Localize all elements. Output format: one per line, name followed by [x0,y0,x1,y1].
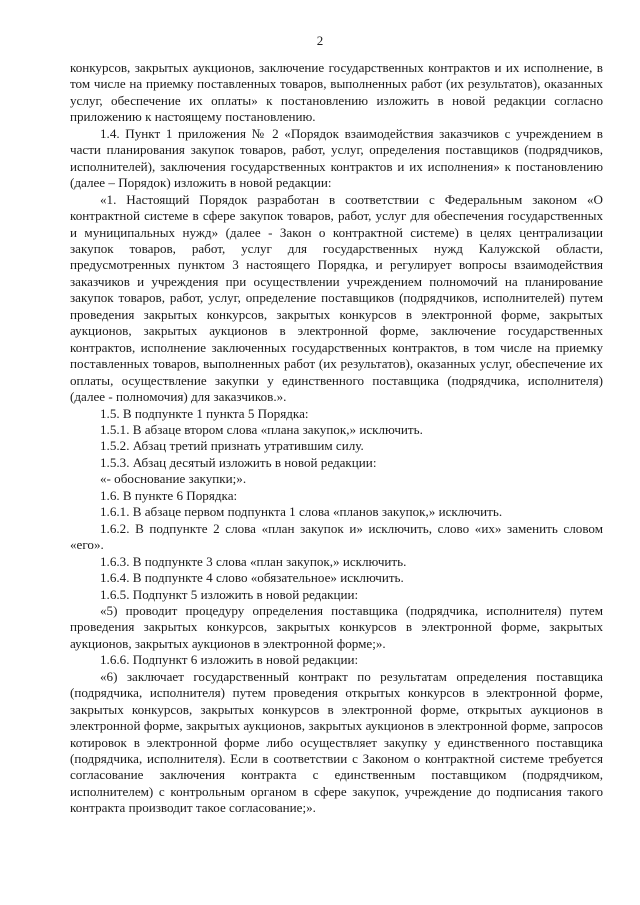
paragraph: 1.5.1. В абзаце втором слова «плана закупок,» исключить. [100,421,423,437]
paragraph: 1.5.3. Абзац десятый изложить в новой редакции: [100,454,377,470]
paragraph: «5) проводит процедуру определения поставщика (подрядчика, исполнителя) путем проведения закрытых конкурсов, закрытых конкурсов в электронной форме, закрытых аукционов, закрытых аукционов в электронной форме;». [70,602,603,651]
paragraph: конкурсов, закрытых аукционов, заключение государственных контрактов и их исполнение, в том числе на приемку поставленных товаров, выполненных работ (их результатов), оказанных услуг, обеспечение их оплаты» к постановлению изложить в новой редакции согласно приложению к настоящему постановлению. [70,60,603,125]
paragraph: 1.5.2. Абзац третий признать утратившим силу. [100,438,364,454]
paragraph: «- обоснование закупки;». [100,471,247,487]
paragraph: 1.6.6. Подпункт 6 изложить в новой редакции: [100,652,359,668]
paragraph: 1.4. Пункт 1 приложения № 2 «Порядок взаимодействия заказчиков с учреждением в части планирования закупок товаров, работ, услуг, определения поставщиков (подрядчиков, исполнителей), заключения государственных контрактов и их исполнения» к постановлению (далее – Порядок) изложить в новой редакции: [70,125,603,191]
paragraph: «1. Настоящий Порядок разработан в соответствии с Федеральным законом «О контрактной системе в сфере закупок товаров, работ, услуг для обеспечения государственных и муниципальных нужд» (далее - Закон о контрактной системе) в целях централизации закупок товаров, работ, услуг для государственных нужд Калужской области, предусмотренных пунктом 3 настоящего Порядка, и регулирует вопросы взаимодействия заказчиков и учреждения при осуществлении учреждением полномочий на планирование закупок товаров, работ, услуг, определение поставщиков (подрядчиков, исполнителей) путем проведения закрытых конкурсов, закрытых конкурсов в электронной форме, закрытых аукционов, закрытых аукционов в электронной форме, заключение государственных контрактов, исполнение заключенных государственных контрактов, в том числе на приемку поставленных товаров, выполненных работ (их результатов), оказанных услуг, обеспечение их оплаты, осуществление закупки у единственного поставщика (подрядчика, исполнителя) (далее - полномочия) для заказчиков.». [70,191,603,405]
paragraph: 1.6.5. Подпункт 5 изложить в новой редакции: [100,586,359,602]
paragraph: 1.6.1. В абзаце первом подпункта 1 слова «планов закупок,» исключить. [100,504,503,520]
paragraph: 1.6.2. В подпункте 2 слова «план закупок и» исключить, слово «их» заменить словом «его». [70,520,603,553]
paragraph: «6) заключает государственный контракт по результатам определения поставщика (подрядчика, исполнителя) путем проведения открытых конкурсов в электронной форме, закрытых конкурсов, закрытых конкурсов в электронной форме, открытых аукционов в электронной форме, закрытых аукционов, закрытых аукционов в электронной форме, запросов котировок в электронной форме либо осуществляет закупку у единственного поставщика (подрядчика, исполнителя). Если в соответствии с Законом о контрактной системе требуется согласование заключения контракта с единственным поставщиком (подрядчиком, исполнителем) с контрольным органом в сфере закупок, учреждение до подписания такого контракта производит такое согласование;». [70,668,603,816]
paragraph: 1.6.4. В подпункте 4 слово «обязательное» исключить. [100,570,404,586]
document-body [70,60,603,817]
paragraph: 1.5. В подпункте 1 пункта 5 Порядка: [100,405,309,421]
paragraph: 1.6.3. В подпункте 3 слова «план закупок,» исключить. [100,553,407,569]
page-number: 2 [316,33,324,48]
paragraph: 1.6. В пункте 6 Порядка: [100,487,238,503]
